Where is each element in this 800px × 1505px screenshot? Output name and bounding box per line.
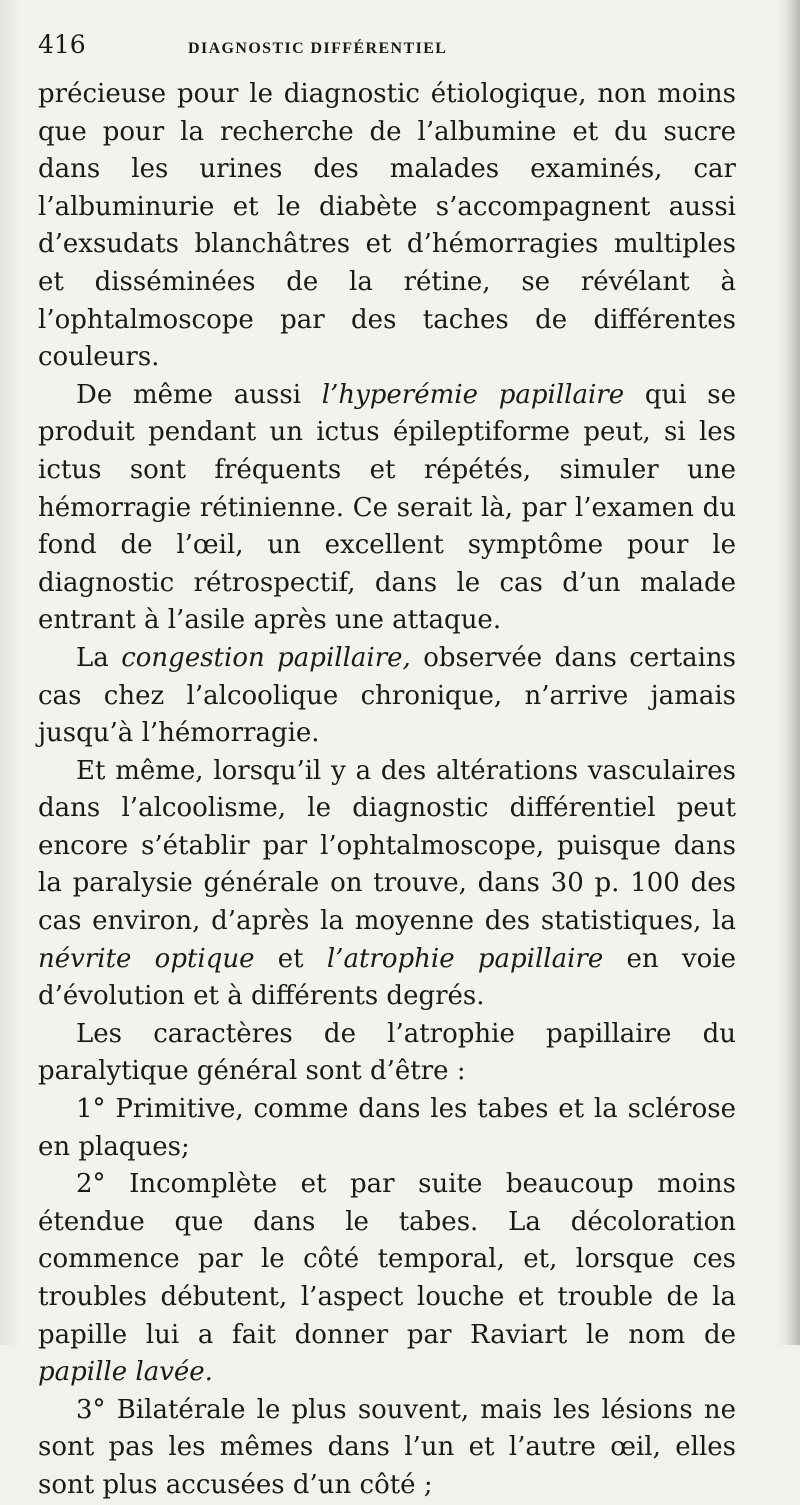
text-run: La — [76, 642, 122, 673]
paragraph — [38, 76, 736, 377]
text-run: 3° Bilatérale le plus souvent, mais les lésions ne sont pas les mêmes dans l’un et l’autre œil, elles sont plus accusées d’un côté ; — [38, 1394, 736, 1500]
text-run: De même aussi — [76, 379, 322, 410]
paragraph — [38, 1091, 736, 1166]
text-run: et — [254, 943, 327, 974]
body-text — [38, 76, 736, 1505]
text-run: 1° Primitive, comme dans les tabes et la sclérose en plaques; — [38, 1094, 736, 1162]
text-run: Et même, lorsqu’il y a des altérations vasculaires dans l’alcoolisme, le diagnostic différentiel peut encore s’établir par l’ophtalmoscope, puisque dans la paralysie générale on trouve, dans 30 p. 100 des cas environ, d’après la moyenne des statistiques, la — [38, 755, 736, 937]
page-edge-shadow — [786, 0, 800, 1345]
italic-term: l’atrophie papillaire — [326, 943, 604, 974]
paragraph — [38, 753, 736, 1016]
text-run: observée dans certains cas chez l’alcoolique chronique, n’arrive jamais jusqu’à l’hémorragie. — [38, 642, 737, 749]
italic-term: l’hyperémie papillaire — [321, 379, 625, 410]
text-run: Les caractères de l’atrophie papillaire du paralytique général sont d’être : — [38, 1018, 736, 1087]
text-run: qui se produit pendant un ictus épileptiforme peut, si les ictus sont fréquents et répétés, simuler une hémorragie rétinienne. Ce serait là, par l’examen du fond de l’œil, un excellent symptôme pour le diagnostic rétrospectif, dans le cas d’un malade entrant à l’asile après une attaque. — [38, 379, 736, 636]
italic-term: papille lavée. — [38, 1357, 213, 1388]
italic-term: névrite optique — [38, 943, 255, 974]
paragraph — [38, 1166, 736, 1392]
italic-term: congestion papillaire, — [121, 642, 411, 673]
paragraph — [38, 1016, 736, 1091]
text-run: en voie d’évolution et à différents degrés. — [38, 943, 736, 1012]
page-header — [38, 30, 736, 70]
paragraph — [38, 640, 736, 753]
text-run: 2° Incomplète et par suite beaucoup moins étendue que dans le tabes. La décoloration commence par le côté temporal, et, lorsque ces troubles débutent, l’aspect louche et trouble de la papille lui a fait donner par Raviart le nom de — [38, 1169, 736, 1350]
paragraph — [38, 1392, 736, 1505]
running-head: DIAGNOSTIC DIFFÉRENTIEL — [188, 40, 448, 57]
paragraph — [38, 377, 736, 640]
text-run: précieuse pour le diagnostic étiologique, non moins que pour la recherche de l’albumine et du sucre dans les urines des malades examinés, car l’albuminurie et le diabète s’accompagnent aussi d’exsudats blanchâtres et d’hémorragies multiples et disséminées de la rétine, se révélant à l’ophtalmoscope par des taches de différentes couleurs. — [38, 79, 736, 373]
page-number: 416 — [38, 30, 86, 59]
